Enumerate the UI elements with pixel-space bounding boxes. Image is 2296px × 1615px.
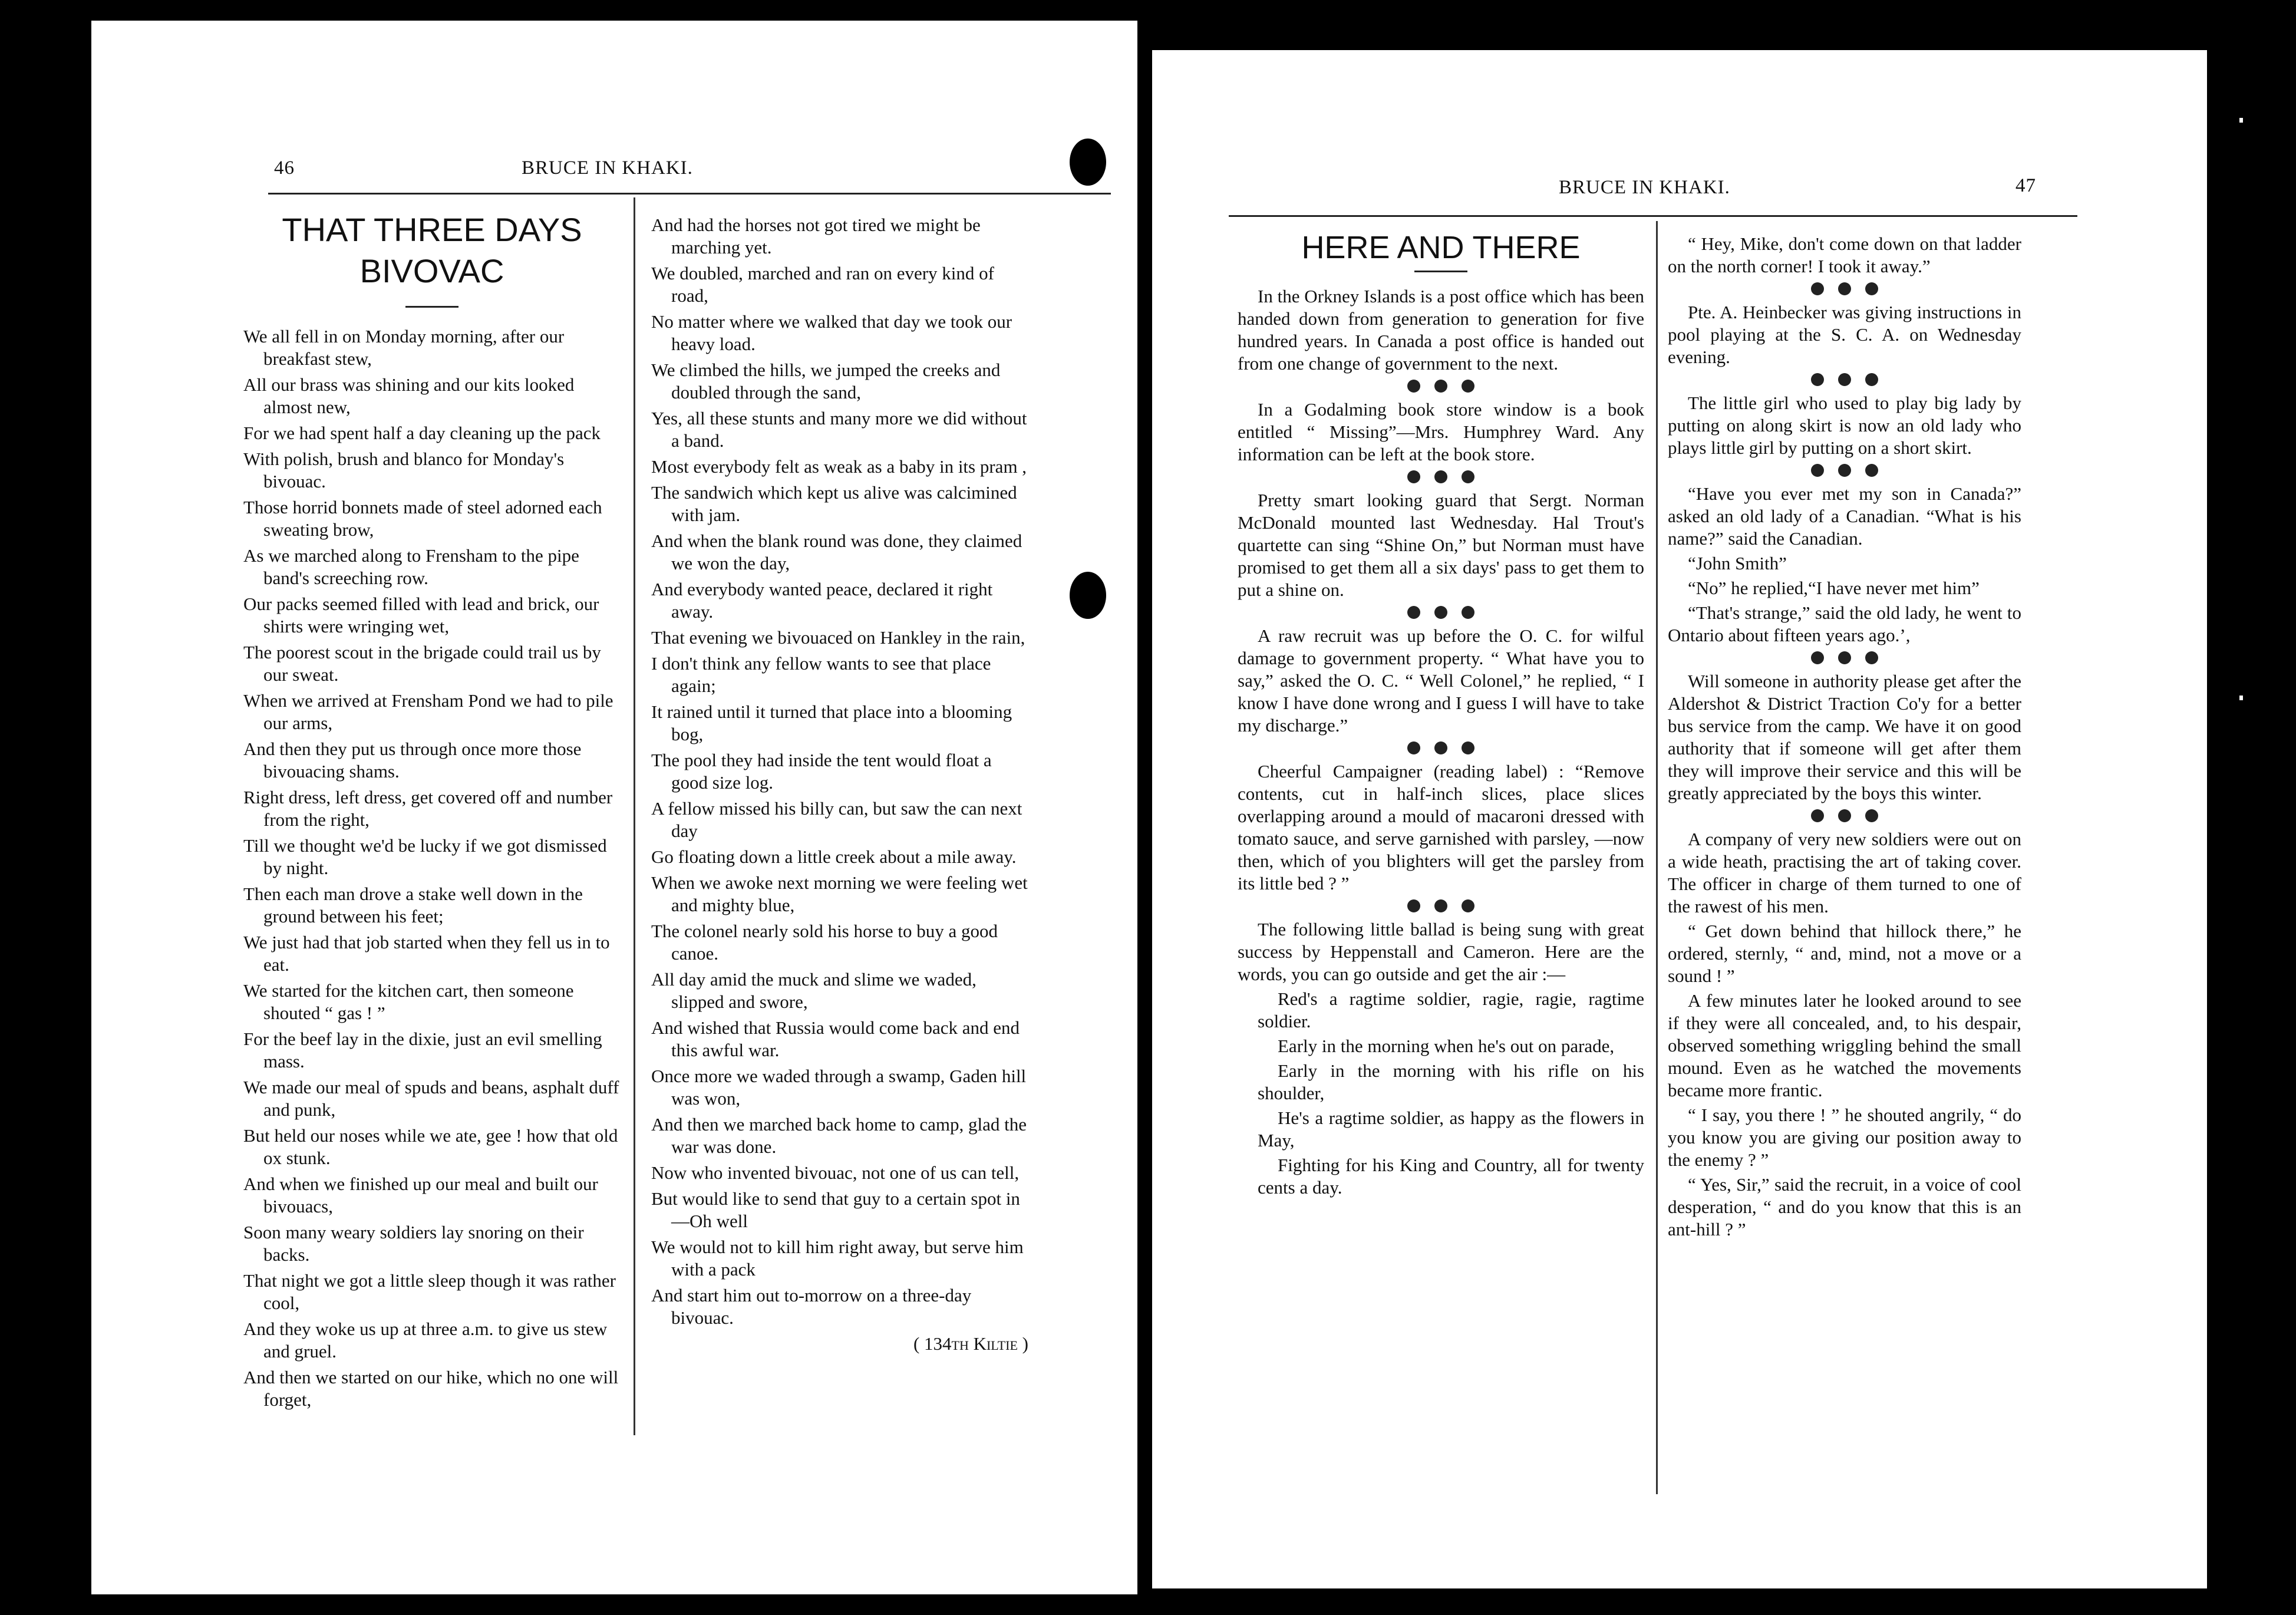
poem-line: And wished that Russia would come back and end this awful war. [651,1017,1020,1060]
page-46 [91,21,1137,1594]
title-line-1: THAT THREE DAYS [282,211,582,248]
running-title: BRUCE IN KHAKI. [1559,177,1730,198]
poem-line: For we had spent half a day cleaning up the pack [243,423,601,443]
news-item: “That's strange,” said the old lady, he went to Ontario about fifteen years ago.’, [1668,602,2021,645]
page-number: 46 [274,157,295,179]
news-item: Cheerful Campaigner (reading label) : “Remove contents, cut in half-inch slices, place slices overlapping around a mould of macaroni dressed with tomato sauce, and serve garnished with parsley, —now then, which of you blighters will get the parsley from its little bed ? ” [1238,761,1644,894]
poem-line: Now who invented bivouac, not one of us can tell, [651,1162,1020,1183]
poem-line: For the beef lay in the dixie, just an evil smelling mass. [243,1029,602,1072]
poem-line: That evening we bivouaced on Hankley in the rain, [651,627,1025,648]
dot [1434,606,1447,619]
separator-dots [1668,809,2021,822]
poem-stanzas [651,214,1028,1329]
news-item: “Have you ever met my son in Canada?” asked an old lady of a Canadian. “What is his name?” said the Canadian. [1668,483,2021,549]
column-2 [1668,233,2021,1243]
poem-line: And when we finished up our meal and built our bivouacs, [243,1174,598,1217]
dot [1865,373,1878,386]
punch-hole [1070,572,1106,619]
page-47 [1152,50,2207,1588]
signature: ( 134th Kiltie ) [913,1333,1028,1354]
dot [1407,741,1420,754]
dot [1865,464,1878,477]
separator-dots [1238,606,1644,619]
poem-line: Most everybody felt as weak as a baby in its pram , [651,456,1027,477]
dot [1462,470,1474,483]
poem-line: And they woke us up at three a.m. to give us stew and gruel. [243,1319,608,1362]
poem-column-2 [651,214,1028,1355]
news-item: The little girl who used to play big lady by putting on along skirt is now an old lady who plays little girl by putting on a short skirt. [1668,393,2021,458]
story-paragraph: A company of very new soldiers were out on a wide heath, practising the art of taking cover. The officer in charge of them turned to one of the rawest of his men. [1668,829,2021,917]
poem-line: And then they put us through once more those bivouacing shams. [243,739,582,782]
poem-line: And had the horses not got tired we might be marching yet. [651,215,981,258]
poem-line: But held our noses while we ate, gee ! how that old ox stunk. [243,1125,618,1168]
poem-line: And everybody wanted peace, declared it right away. [651,579,993,622]
poem-line: That night we got a little sleep though it was rather cool, [243,1270,616,1313]
poem-line: Then each man drove a stake well down in the ground between his feet; [243,884,583,927]
poem-line: Till we thought we'd be lucky if we got dismissed by night. [243,835,607,878]
column-rule [1656,221,1658,1494]
poem-line: Once more we waded through a swamp, Gaden hill was won, [651,1066,1027,1109]
article-title: HERE AND THERE [1301,230,1581,265]
news-item: In a Godalming book store window is a book entitled “ Missing”—Mrs. Humphrey Ward. Any information can be left at the book store. [1238,399,1644,464]
dot [1434,380,1447,393]
poem-line: The sandwich which kept us alive was calcimined with jam. [651,482,1017,525]
poem-line: With polish, brush and blanco for Monday's bivouac. [243,449,565,492]
poem-line: As we marched along to Frensham to the pipe band's screeching row. [243,545,579,588]
separator-dots [1668,282,2021,295]
article-title [243,209,621,292]
poem-line: When we arrived at Frensham Pond we had to pile our arms, [243,690,613,733]
poem-line: I don't think any fellow wants to see that place again; [651,653,991,696]
news-item: “No” he replied,“I have never met him” [1688,578,1980,598]
speck [2239,118,2243,123]
poem-line: And start him out to-morrow on a three-day bivouac. [651,1285,972,1328]
ballad-line: He's a ragtime soldier, as happy as the flowers in May, [1258,1108,1644,1151]
title-line-2: BIVOVAC [359,252,504,289]
news-item: A raw recruit was up before the O. C. for wilful damage to government property. “ What have you to say,” asked the O. C. “ Well Colonel,” he replied, “ I know I have done wrong and I guess I will have to take my discharge.” [1238,625,1644,736]
dot [1811,651,1824,664]
ballad-line: Early in the morning with his rifle on his shoulder, [1258,1060,1644,1103]
poem-line: We doubled, marched and ran on every kind of road, [651,263,994,306]
poem-line: Right dress, left dress, get covered off and number from the right, [243,787,613,830]
separator-dots [1668,464,2021,477]
dot [1407,606,1420,619]
news-item: Will someone in authority please get after the Aldershot & District Traction Co'y for a better bus service from the camp. We have it on good authority that if someone will get after them they will improve their service and this will be greatly appreciated by the boys this winter. [1668,671,2021,803]
page-number: 47 [2015,175,2036,196]
speck [2239,696,2243,700]
poem-line: And when the blank round was done, they claimed we won the day, [651,530,1022,574]
dot [1865,282,1878,295]
dot [1434,741,1447,754]
poem-line: When we awoke next morning we were feeling wet and mighty blue, [651,872,1028,915]
dot [1462,380,1474,393]
ballad-line: Red's a ragtime soldier, ragie, ragie, ragtime soldier. [1258,988,1644,1031]
poem-line: Soon many weary soldiers lay snoring on their backs. [243,1222,584,1265]
dot [1865,651,1878,664]
dot [1407,470,1420,483]
news-item: Pte. A. Heinbecker was giving instructions in pool playing at the S. C. A. on Wednesday evening. [1668,302,2021,367]
dot [1407,899,1420,912]
poem-line: We just had that job started when they fell us in to eat. [243,932,610,975]
poem-line: We started for the kitchen cart, then someone shouted “ gas ! ” [243,980,574,1023]
poem-line: A fellow missed his billy can, but saw the can next day [651,798,1022,841]
dot [1838,651,1851,664]
dot [1838,282,1851,295]
dot [1838,464,1851,477]
items-list [1668,282,2021,1241]
poem-line: We would not to kill him right away, but serve him with a pack [651,1237,1024,1280]
dot [1838,809,1851,822]
column-1 [1238,227,1644,1201]
poem-line: It rained until it turned that place into a blooming bog, [651,701,1012,744]
dot [1865,809,1878,822]
poem-line: We all fell in on Monday morning, after our breakfast stew, [243,326,565,369]
dot [1811,809,1824,822]
news-item: The following little ballad is being sung with great success by Heppenstall and Cameron. Here are the words, you can go outside and get the air :— [1238,919,1644,984]
separator-dots [1668,373,2021,386]
item: “ Hey, Mike, don't come down on that ladder on the north corner! I took it away.” [1668,233,2021,276]
separator-dots [1238,741,1644,754]
title-rule [1414,271,1467,272]
poem-line: But would like to send that guy to a certain spot in—Oh well [651,1188,1020,1231]
poem-column-1 [243,209,621,1415]
poem-line: Go floating down a little creek about a mile away. [651,846,1017,867]
story-paragraph: “ Get down behind that hillock there,” he ordered, sternly, “ and, mind, not a move or a sound ! ” [1668,921,2021,986]
dot [1462,741,1474,754]
poem-line: All our brass was shining and our kits looked almost new, [243,374,575,417]
dot [1811,373,1824,386]
story-paragraph: A few minutes later he looked around to see if they were all concealed, and, to his despair, observed something wriggling behind the small mound. Even as he watched the movements became more frantic. [1668,990,2021,1100]
story-paragraph: “ Yes, Sir,” said the recruit, in a voice of cool desperation, “ and do you know that this is an ant-hill ? ” [1668,1174,2021,1240]
dot [1811,464,1824,477]
separator-dots [1238,899,1644,912]
ballad-line: Fighting for his King and Country, all for twenty cents a day. [1258,1155,1644,1198]
ballad [1238,988,1644,1199]
poem-line: The pool they had inside the tent would float a good size log. [651,750,992,793]
news-item: In the Orkney Islands is a post office which has been handed down from generation to generation for five hundred years. In Canada a post office is handed out from one change of government to the next. [1238,286,1644,374]
separator-dots [1238,380,1644,393]
header-rule [1229,215,2077,217]
separator-dots [1668,651,2021,664]
dot [1407,380,1420,393]
poem-line: No matter where we walked that day we took our heavy load. [651,311,1012,354]
dot [1434,899,1447,912]
poem-line: The colonel nearly sold his horse to buy a good canoe. [651,921,998,964]
poem-line: We climbed the hills, we jumped the creeks and doubled through the sand, [651,360,1001,403]
poem-line: All day amid the muck and slime we waded, slipped and swore, [651,969,977,1012]
news-item: “John Smith” [1688,553,1787,574]
punch-hole [1070,139,1106,186]
items-list [1238,285,1644,986]
poem-line: We made our meal of spuds and beans, asphalt duff and punk, [243,1077,619,1120]
column-rule [634,197,635,1435]
poem-line: And then we marched back home to camp, glad the war was done. [651,1114,1027,1157]
running-title: BRUCE IN KHAKI. [522,157,693,179]
dot [1811,282,1824,295]
poem-line: Yes, all these stunts and many more we did without a band. [651,408,1027,451]
title-rule [405,306,458,308]
dot [1462,899,1474,912]
poem-line: And then we started on our hike, which no one will forget, [243,1367,619,1410]
dot [1462,606,1474,619]
dot [1838,373,1851,386]
story-paragraph: “ I say, you there ! ” he shouted angrily, “ do you know you are giving our position away to the enemy ? ” [1668,1105,2021,1170]
poem-line: The poorest scout in the brigade could trail us by our sweat. [243,642,601,685]
poem-line: Our packs seemed filled with lead and brick, our shirts were wringing wet, [243,594,599,637]
news-item: Pretty smart looking guard that Sergt. Norman McDonald mounted last Wednesday. Hal Trout's quartette can sing “Shine On,” but Norman must have promised to get them all a six days' pass to get them to put a shine on. [1238,490,1644,600]
header-rule [268,193,1111,195]
dot [1434,470,1447,483]
poem-line: Those horrid bonnets made of steel adorned each sweating brow, [243,497,602,540]
separator-dots [1238,470,1644,483]
ballad-line: Early in the morning when he's out on parade, [1278,1036,1615,1056]
poem-stanzas [243,325,621,1411]
